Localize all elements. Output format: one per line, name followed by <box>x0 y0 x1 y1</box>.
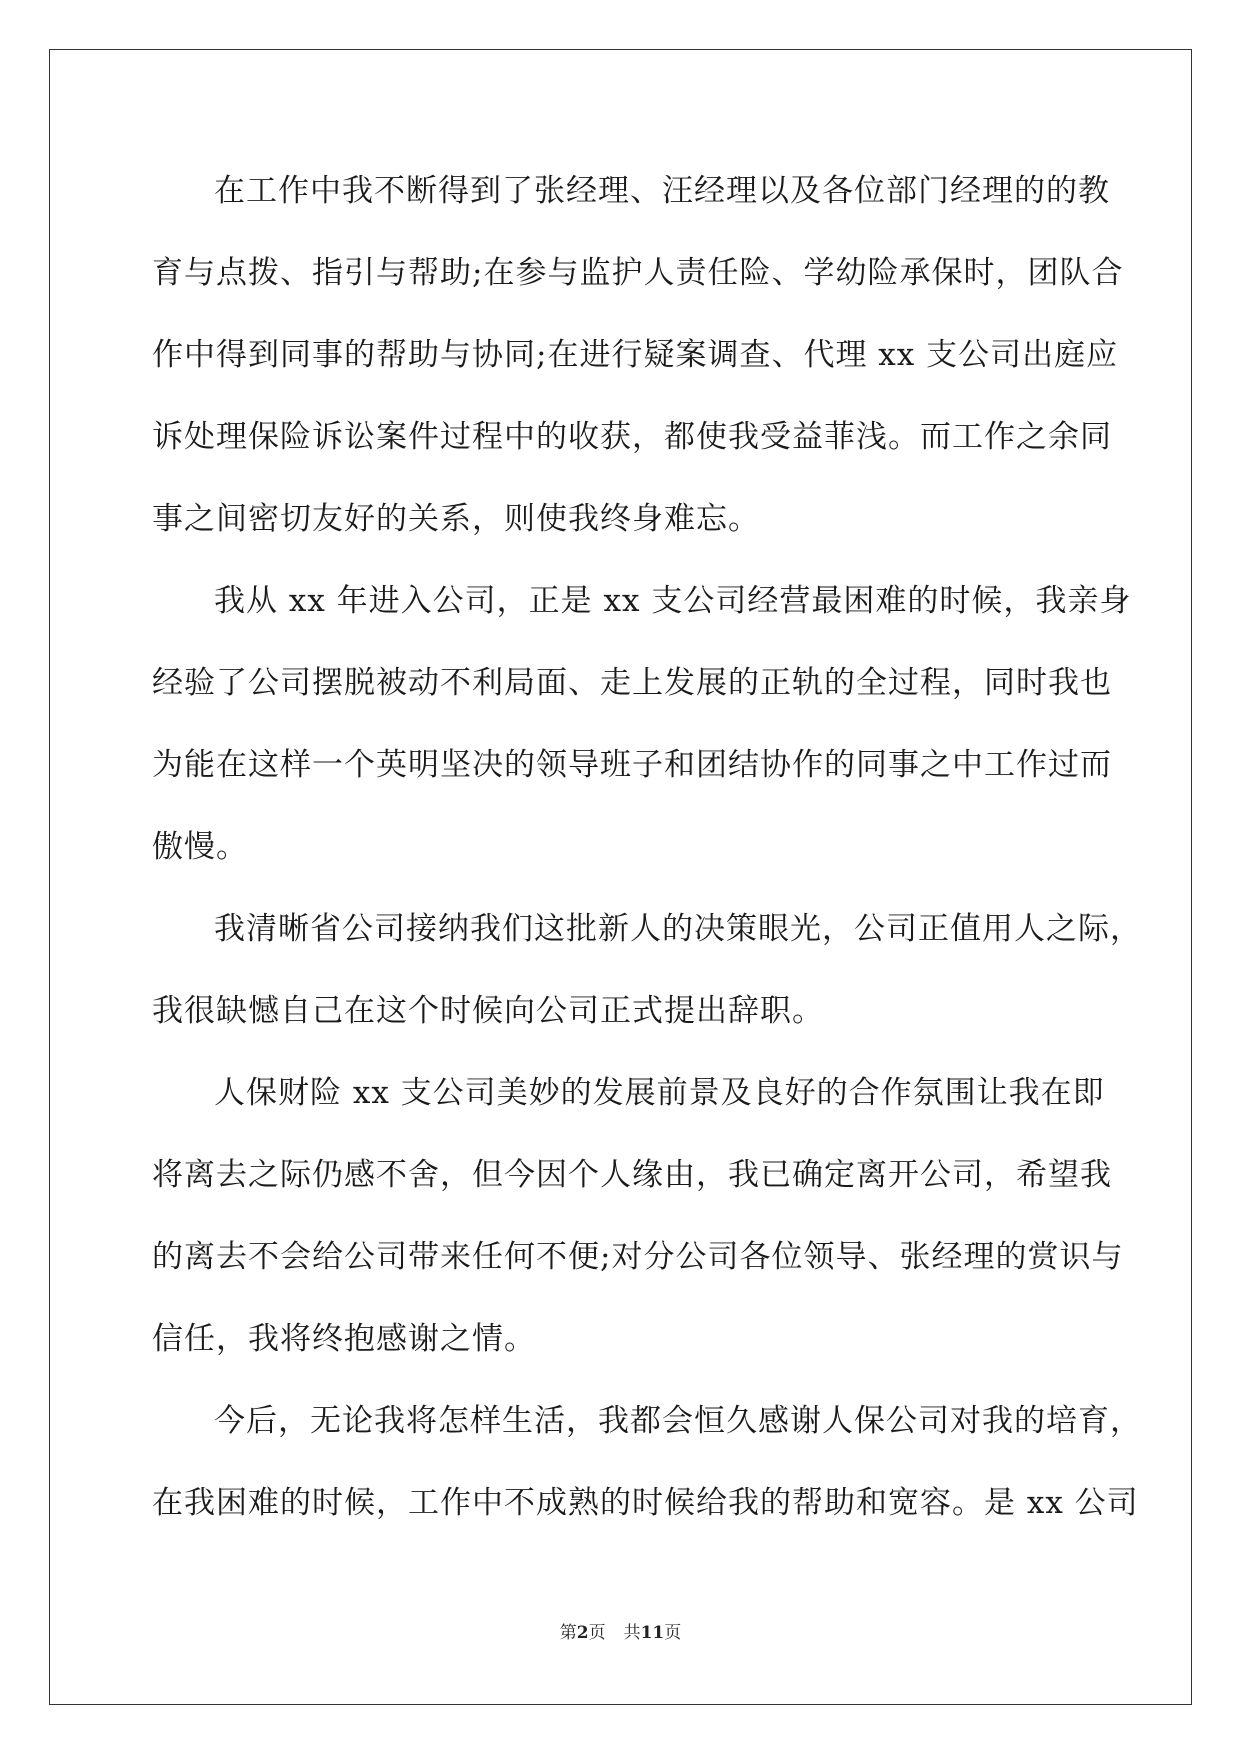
total-prefix: 共 <box>623 1623 641 1643</box>
page-number: 2 <box>576 1623 589 1643</box>
paragraph-1-line-3: 作中得到同事的帮助与协同;在进行疑案调查、代理 xx 支公司出庭应 <box>152 337 1119 373</box>
paragraph-4-line-3: 的离去不会给公司带来任何不便;对分公司各位领导、张经理的赏识与 <box>152 1239 1124 1275</box>
paragraph-1-line-5: 事之间密切友好的关系，则使我终身难忘。 <box>152 501 760 537</box>
paragraph-4-line-4: 信任，我将终抱感谢之情。 <box>152 1321 536 1357</box>
paragraph-2-line-1: 我从 xx 年进入公司，正是 xx 支公司经营最困难的时候，我亲身 <box>214 583 1132 619</box>
paragraph-4-line-2: 将离去之际仍感不舍，但今因个人缘由，我已确定离开公司，希望我 <box>152 1157 1112 1193</box>
paragraph-1-line-4: 诉处理保险诉讼案件过程中的收获，都使我受益菲浅。而工作之余同 <box>152 419 1112 455</box>
document-body <box>152 163 1142 1557</box>
paragraph-2-line-4: 傲慢。 <box>152 829 248 865</box>
paragraph-3-line-2: 我很缺憾自己在这个时候向公司正式提出辞职。 <box>152 993 824 1029</box>
paragraph-2-line-3: 为能在这样一个英明坚决的领导班子和团结协作的同事之中工作过而 <box>152 747 1112 783</box>
paragraph-1-line-2: 育与点拨、指引与帮助;在参与监护人责任险、学幼险承保时，团队合 <box>152 255 1124 291</box>
paragraph-3-line-1: 我清晰省公司接纳我们这批新人的决策眼光，公司正值用人之际， <box>214 911 1142 947</box>
total-pages: 11 <box>640 1623 665 1643</box>
page-prefix: 第 <box>559 1623 577 1643</box>
paragraph-4-line-1: 人保财险 xx 支公司美妙的发展前景及良好的合作氛围让我在即 <box>214 1075 1105 1111</box>
paragraph-2-line-2: 经验了公司摆脱被动不利局面、走上发展的正轨的全过程，同时我也 <box>152 665 1112 701</box>
paragraph-5-line-1: 今后，无论我将怎样生活，我都会恒久感谢人保公司对我的培育， <box>214 1403 1142 1439</box>
paragraph-1-line-1: 在工作中我不断得到了张经理、汪经理以及各位部门经理的的教 <box>214 173 1110 209</box>
total-suffix: 页 <box>664 1623 682 1643</box>
paragraph-5-line-2: 在我困难的时候，工作中不成熟的时候给我的帮助和宽容。是 xx 公司 <box>152 1485 1139 1521</box>
page-footer <box>0 1618 1241 1643</box>
page-suffix: 页 <box>588 1623 606 1643</box>
